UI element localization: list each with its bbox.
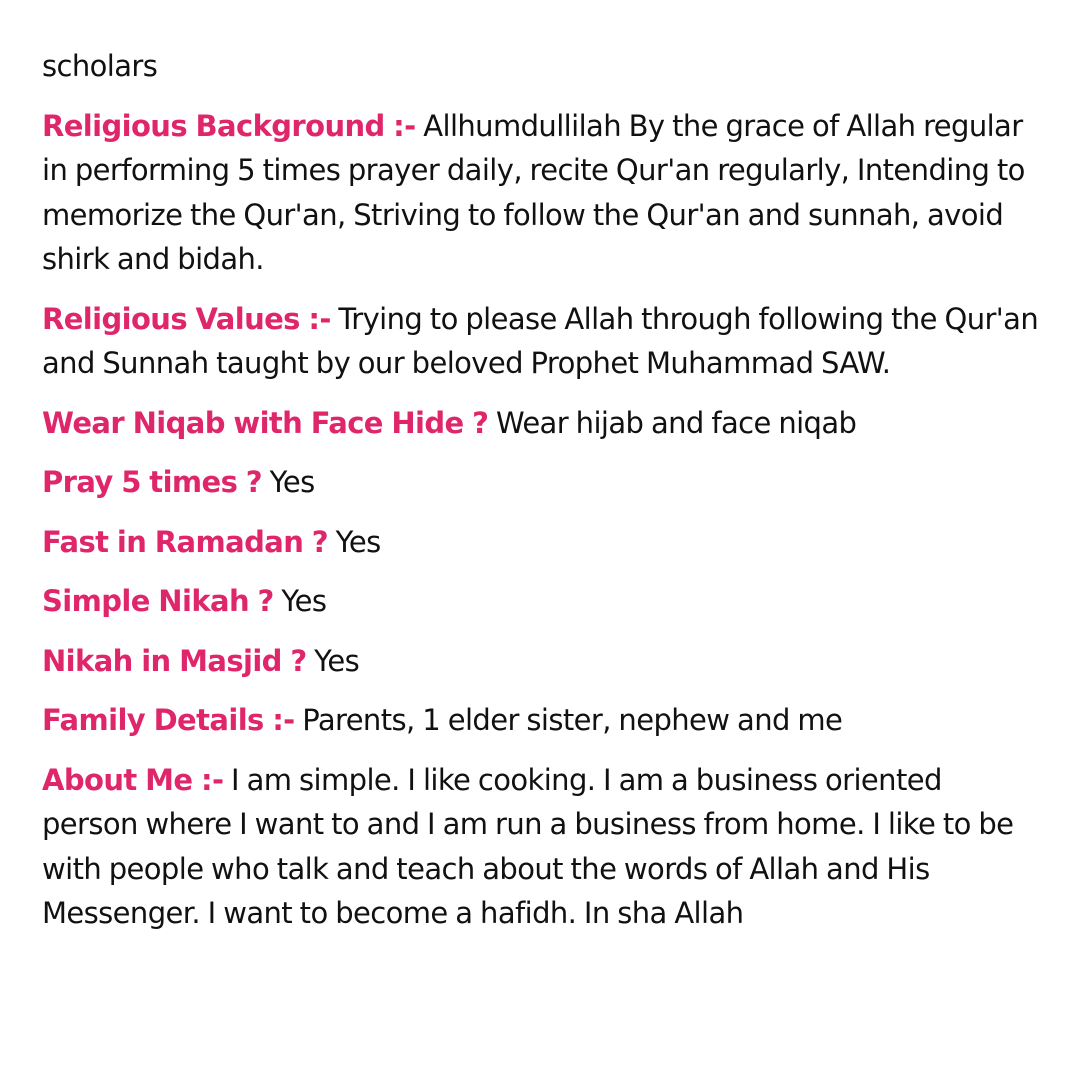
entry-label: Wear Niqab with Face Hide ?: [42, 405, 489, 440]
entry-value: I am simple. I like cooking. I am a business oriented person where I want to and I am run a business from home. I like to be with people who talk and teach about the words of Allah and His Messenger. I want to become a hafidh. In sha Allah: [42, 762, 1014, 930]
entry-religious-values: [42, 297, 1042, 386]
entry-value: Wear hijab and face niqab: [495, 405, 857, 440]
entry-religious-background: [42, 104, 1042, 282]
entry-fast-in-ramadan: [42, 520, 1042, 565]
entry-value: Yes: [269, 465, 315, 499]
entry-label: Family Details :-: [42, 703, 295, 737]
entry-nikah-in-masjid: [42, 639, 1042, 684]
entry-value: Parents, 1 elder sister, nephew and me: [302, 703, 843, 737]
entry-label: Fast in Ramadan ?: [42, 524, 328, 559]
entry-label: About Me :-: [42, 762, 224, 797]
entry-value: Yes: [314, 643, 360, 678]
entry-label: Pray 5 times ?: [42, 465, 262, 499]
entry-value: Yes: [281, 584, 327, 618]
profile-details: [42, 44, 1042, 951]
entry-family-details: [42, 698, 1042, 743]
entry-label: Nikah in Masjid ?: [42, 643, 307, 678]
entry-label: Religious Values :-: [42, 301, 331, 336]
entry-value: Trying to please Allah through following the Qur'an and Sunnah taught by our beloved Prophet Muhammad SAW.: [42, 301, 1039, 380]
entry-value: Allhumdullilah By the grace of Allah regular in performing 5 times prayer daily, recite Qur'an regularly, Intending to memorize the Qur'an, Striving to follow the Qur'an and sunnah, avoid shirk and bidah.: [42, 108, 1025, 276]
entry-label: Simple Nikah ?: [42, 584, 274, 618]
entry-pray-5-times: [42, 460, 1042, 505]
top-fragment-text: scholars: [42, 49, 158, 83]
entry-value: Yes: [335, 524, 381, 559]
entry-simple-nikah: [42, 579, 1042, 624]
entry-wear-niqab: [42, 401, 1042, 446]
entry-about-me: [42, 758, 1042, 936]
entry-label: Religious Background :-: [42, 108, 416, 143]
